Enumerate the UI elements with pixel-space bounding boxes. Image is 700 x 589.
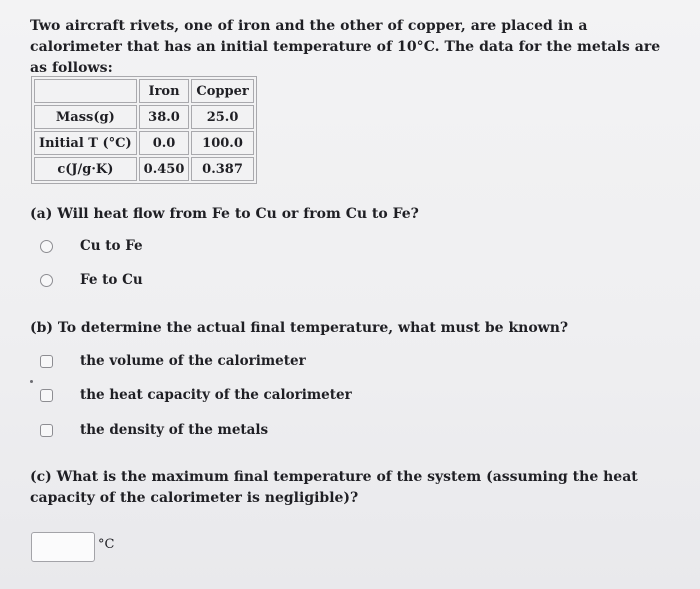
table-cell: 100.0 [191, 131, 253, 155]
option-label: Fe to Cu [80, 272, 143, 288]
option-label: Cu to Fe [80, 238, 143, 254]
checkbox[interactable] [40, 424, 53, 437]
table-cell: 38.0 [139, 105, 190, 129]
table-cell: 0.450 [139, 157, 190, 181]
option-label: the density of the metals [80, 422, 269, 438]
table-row [34, 105, 254, 129]
option-label: the volume of the calorimeter [80, 353, 306, 369]
table-header-cell: Copper [191, 79, 253, 103]
radio-button[interactable] [40, 274, 53, 287]
question-b: (b) To determine the actual final temperature, what must be known? [30, 320, 569, 336]
table-row-label: Mass(g) [34, 105, 137, 129]
table-row [34, 157, 254, 181]
bullet-dot [30, 380, 33, 383]
final-temperature-input[interactable] [31, 532, 95, 562]
answer-row [31, 532, 114, 562]
metal-data-table [31, 76, 257, 184]
table-header-cell: Iron [139, 79, 190, 103]
option-cu-to-fe[interactable] [40, 238, 143, 254]
table-row-label: c(J/g·K) [34, 157, 137, 181]
table-cell: 0.387 [191, 157, 253, 181]
option-heat-capacity[interactable] [40, 387, 352, 403]
problem-intro: Two aircraft rivets, one of iron and the other of copper, are placed in a calorimeter that has an initial temperature of 10°C. The data for the metals are as follows: [30, 18, 661, 76]
table-row-label: Initial T (°C) [34, 131, 137, 155]
checkbox[interactable] [40, 355, 53, 368]
table-cell: 25.0 [191, 105, 253, 129]
option-density[interactable] [40, 422, 268, 438]
table-header-row [34, 79, 254, 103]
option-volume[interactable] [40, 353, 306, 369]
radio-button[interactable] [40, 240, 53, 253]
option-label: the heat capacity of the calorimeter [80, 387, 352, 403]
table-header-cell [34, 79, 137, 103]
unit-label: °C [98, 537, 115, 552]
question-c: (c) What is the maximum final temperature of the system (assuming the heat capacity of the calorimeter is negligible)? [30, 469, 638, 506]
table-cell: 0.0 [139, 131, 190, 155]
question-a: (a) Will heat flow from Fe to Cu or from Cu to Fe? [30, 206, 419, 222]
table-row [34, 131, 254, 155]
option-fe-to-cu[interactable] [40, 272, 143, 288]
checkbox[interactable] [40, 389, 53, 402]
